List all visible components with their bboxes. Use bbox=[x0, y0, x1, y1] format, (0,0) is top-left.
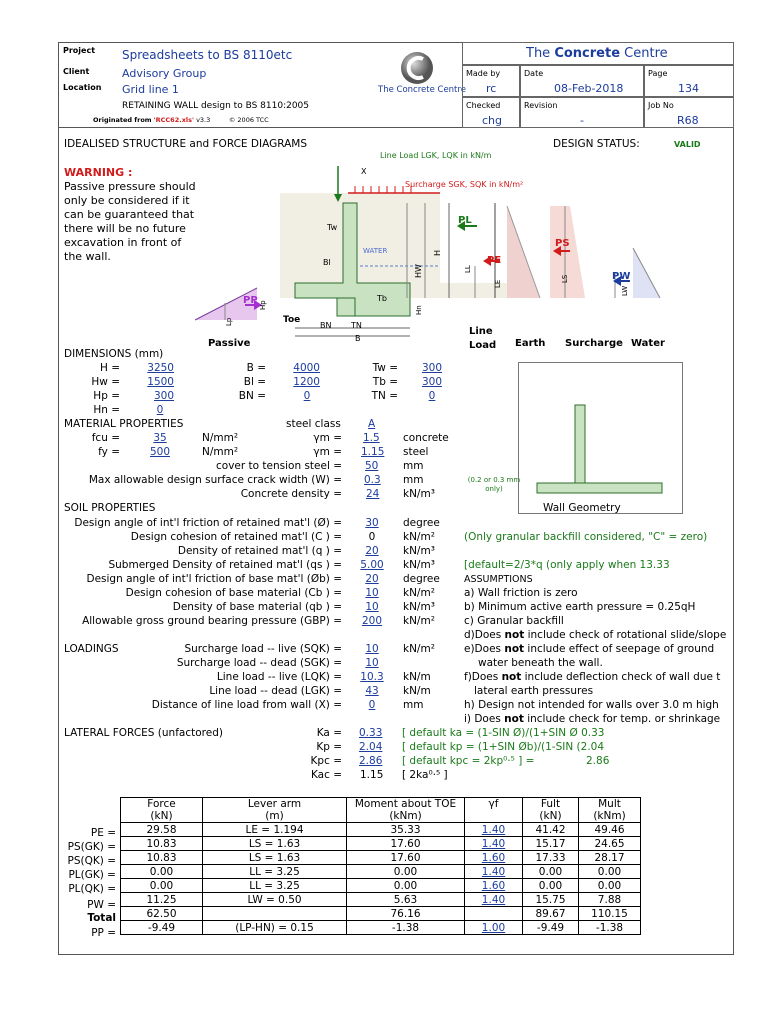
soil-label: Design angle of int'l friction of base mat'l (Øb) = bbox=[86, 573, 342, 585]
gf-input[interactable]: 1.40 bbox=[481, 865, 506, 878]
lw-label: LW bbox=[621, 285, 629, 296]
lever-cell: (LP-HN) = 0.15 bbox=[203, 921, 347, 935]
moment-cell: 17.60 bbox=[347, 837, 465, 851]
made-by-label: Made by bbox=[466, 69, 501, 78]
tn-label: TN = bbox=[371, 390, 398, 402]
table-row bbox=[121, 823, 641, 837]
h-label: H = bbox=[99, 362, 120, 374]
lp-label: Lp bbox=[225, 317, 233, 326]
assumption-e2: water beneath the wall. bbox=[478, 657, 603, 669]
hn-label: Hn = bbox=[93, 404, 120, 416]
density-label: Concrete density = bbox=[240, 488, 342, 500]
gf-input[interactable]: 1.60 bbox=[481, 879, 506, 892]
client-label: Client bbox=[63, 67, 90, 76]
soil-value-input[interactable]: 200 bbox=[361, 615, 383, 627]
tn-label: TN bbox=[351, 321, 362, 330]
design-status: VALID bbox=[674, 140, 701, 149]
kpc-note-value: 2.86 bbox=[586, 755, 610, 767]
moment-cell: 0.00 bbox=[347, 865, 465, 879]
project-name: Spreadsheets to BS 8110etc bbox=[122, 48, 293, 62]
granular-note: (Only granular backfill considered, "C" = zero) bbox=[464, 531, 708, 543]
checked-value: chg bbox=[482, 114, 503, 127]
fy-input[interactable]: 500 bbox=[149, 446, 171, 458]
total-moment: 76.16 bbox=[347, 907, 465, 921]
soil-unit: kN/m² bbox=[403, 587, 435, 599]
col-fult: Fult (kN) bbox=[523, 798, 579, 823]
assumption-c: c) Granular backfill bbox=[464, 615, 564, 627]
gf-input[interactable]: 1.40 bbox=[481, 837, 506, 850]
location-label: Location bbox=[63, 83, 102, 92]
logo bbox=[393, 50, 441, 85]
soil-unit: kN/m³ bbox=[403, 545, 435, 557]
cover-label: cover to tension steel = bbox=[216, 460, 342, 472]
lever-cell: LL = 3.25 bbox=[203, 865, 347, 879]
soil-value-input[interactable]: 20 bbox=[365, 573, 379, 585]
fcu-unit: N/mm² bbox=[202, 432, 239, 444]
row-label: PS(GK) = bbox=[67, 841, 116, 853]
table-row bbox=[121, 893, 641, 907]
b-input[interactable]: 4000 bbox=[293, 362, 320, 374]
logo-caption: The Concrete Centre bbox=[378, 85, 466, 95]
table-total-row bbox=[121, 907, 641, 921]
loading-value-input[interactable]: 0 bbox=[368, 699, 376, 711]
load-caption: Load bbox=[469, 340, 497, 351]
mult-cell: 0.00 bbox=[579, 879, 641, 893]
table-row bbox=[121, 851, 641, 865]
forces-table bbox=[120, 797, 641, 935]
loading-value-input[interactable]: 10 bbox=[365, 643, 379, 655]
gf-input[interactable]: 1.40 bbox=[481, 893, 506, 906]
kp-label: Kp = bbox=[316, 741, 342, 753]
moment-cell: 35.33 bbox=[347, 823, 465, 837]
soil-unit: kN/m² bbox=[403, 615, 435, 627]
mult-cell: -1.38 bbox=[579, 921, 641, 935]
soil-label: Design cohesion of retained mat'l (C ) = bbox=[130, 531, 342, 543]
row-label: PS(QK) = bbox=[67, 855, 116, 867]
lever-cell: LW = 0.50 bbox=[203, 893, 347, 907]
soil-unit: degree bbox=[403, 517, 440, 529]
tb-label: Tb = bbox=[372, 376, 398, 388]
sheet-subtitle: RETAINING WALL design to BS 8110:2005 bbox=[122, 101, 310, 111]
table-row bbox=[121, 837, 641, 851]
soil-unit: kN/m³ bbox=[403, 601, 435, 613]
loading-value-input[interactable]: 10.3 bbox=[360, 671, 384, 683]
col-mult: Mult (kNm) bbox=[579, 798, 641, 823]
ka-input[interactable]: 0.33 bbox=[359, 727, 383, 739]
b-label: B = bbox=[246, 362, 266, 374]
revision-value: - bbox=[580, 114, 584, 127]
job-no-label: Job No bbox=[648, 101, 674, 110]
le-label: LE bbox=[494, 279, 502, 288]
gm-steel-input[interactable]: 1.15 bbox=[361, 446, 385, 458]
col-force: Force (kN) bbox=[121, 798, 203, 823]
moment-cell: 17.60 bbox=[347, 851, 465, 865]
table-row bbox=[121, 879, 641, 893]
originated-line: Originated from 'RCC62.xls' v3.3 © 2006 TCC bbox=[93, 116, 269, 124]
warning-title: WARNING : bbox=[64, 166, 133, 179]
lateral-title: LATERAL FORCES (unfactored) bbox=[64, 727, 223, 739]
crack-label: Max allowable design surface crack width (W) = bbox=[88, 474, 342, 486]
soil-value-input[interactable]: 10 bbox=[365, 601, 379, 613]
density-input[interactable]: 24 bbox=[366, 488, 380, 500]
brand-title: The Concrete Centre bbox=[526, 46, 668, 61]
force-cell: 11.25 bbox=[121, 893, 203, 907]
kac-note: [ 2ka⁰·⁵ ] bbox=[402, 769, 448, 781]
bl-label: Bl = bbox=[243, 376, 266, 388]
soil-label: Design angle of int'l friction of retained mat'l (Ø) = bbox=[74, 517, 342, 529]
line-load-label: Line Load LGK, LQK in kN/m bbox=[380, 151, 492, 160]
hw-label: Hw = bbox=[91, 376, 120, 388]
gm-concrete-desc: concrete bbox=[403, 432, 449, 444]
tb-input[interactable]: 300 bbox=[421, 376, 442, 388]
loading-label: Surcharge load -- live (SQK) = bbox=[184, 643, 342, 655]
total-fult: 89.67 bbox=[523, 907, 579, 921]
h-input[interactable]: 3250 bbox=[147, 362, 174, 374]
section-title: IDEALISED STRUCTURE and FORCE DIAGRAMS bbox=[64, 138, 307, 150]
h-label: H bbox=[433, 249, 442, 256]
toe-label: Toe bbox=[283, 315, 301, 325]
soil-label: Density of retained mat'l (q ) = bbox=[177, 545, 342, 557]
lever-cell: LE = 1.194 bbox=[203, 823, 347, 837]
soil-label: Allowable gross ground bearing pressure (GBP) = bbox=[82, 615, 342, 627]
fult-cell: 41.42 bbox=[523, 823, 579, 837]
table-row-pp bbox=[121, 921, 641, 935]
soil-label: Submerged Density of retained mat'l (qs ) = bbox=[108, 559, 342, 571]
bn-input[interactable]: 0 bbox=[303, 390, 311, 402]
kac-label: Kac = bbox=[310, 769, 342, 781]
fult-cell: -9.49 bbox=[523, 921, 579, 935]
col-gf: γf bbox=[465, 798, 523, 823]
soil-unit: kN/m³ bbox=[403, 559, 435, 571]
soil-unit: degree bbox=[403, 573, 440, 585]
soil-value-input[interactable]: 10 bbox=[365, 587, 379, 599]
gm-steel-label: γm = bbox=[313, 446, 342, 458]
loading-label: Distance of line load from wall (X) = bbox=[151, 699, 342, 711]
client-name: Advisory Group bbox=[122, 67, 207, 80]
force-cell: 10.83 bbox=[121, 837, 203, 851]
row-label: PE = bbox=[90, 827, 116, 839]
lever-cell: LS = 1.63 bbox=[203, 851, 347, 865]
warning-line: the wall. bbox=[64, 250, 111, 263]
bl-input[interactable]: 1200 bbox=[293, 376, 320, 388]
moment-cell: 5.63 bbox=[347, 893, 465, 907]
hp-label: Hp = bbox=[93, 390, 120, 402]
soil-title: SOIL PROPERTIES bbox=[64, 502, 156, 514]
page-label: Page bbox=[648, 69, 668, 78]
force-cell: -9.49 bbox=[121, 921, 203, 935]
hn-label: Hn bbox=[415, 305, 423, 315]
water-label: WATER bbox=[363, 247, 388, 255]
assumption-h: h) Design not intended for walls over 3.0 m high bbox=[464, 699, 719, 711]
col-moment: Moment about TOE (kNm) bbox=[347, 798, 465, 823]
fy-unit: N/mm² bbox=[202, 446, 239, 458]
gf-input[interactable]: 1.60 bbox=[481, 851, 506, 864]
force-cell: 29.58 bbox=[121, 823, 203, 837]
kac-value: 1.15 bbox=[360, 769, 384, 781]
col-lever: Lever arm (m) bbox=[203, 798, 347, 823]
soil-label: Density of base material (qb ) = bbox=[172, 601, 342, 613]
made-by-value: rc bbox=[486, 82, 497, 95]
ps-label: PS bbox=[555, 238, 570, 249]
fult-cell: 0.00 bbox=[523, 865, 579, 879]
loading-unit: kN/m² bbox=[403, 643, 435, 655]
ka-label: Ka = bbox=[316, 727, 342, 739]
kpc-label: Kpc = bbox=[310, 755, 342, 767]
assumption-b: b) Minimum active earth pressure = 0.25qH bbox=[464, 601, 696, 613]
gm-concrete-label: γm = bbox=[313, 432, 342, 444]
soil-value-input[interactable]: 0 bbox=[368, 531, 376, 543]
loadings-title: LOADINGS bbox=[64, 643, 119, 655]
loading-unit: mm bbox=[403, 699, 424, 711]
mult-cell: 0.00 bbox=[579, 865, 641, 879]
pe-label: PE bbox=[487, 255, 502, 266]
b-label: B bbox=[355, 334, 361, 343]
row-label: PP = bbox=[91, 927, 116, 939]
gf-input[interactable]: 1.00 bbox=[481, 921, 506, 934]
crack-input[interactable]: 0.3 bbox=[364, 474, 381, 486]
loading-label: Line load -- dead (LGK) = bbox=[209, 685, 342, 697]
date-value: 08-Feb-2018 bbox=[554, 82, 624, 95]
bn-label: BN bbox=[320, 321, 332, 330]
location-name: Grid line 1 bbox=[122, 83, 179, 96]
tw-label: Tw bbox=[327, 223, 338, 232]
soil-unit: kN/m² bbox=[403, 531, 435, 543]
fult-cell: 15.75 bbox=[523, 893, 579, 907]
gf-input[interactable]: 1.40 bbox=[481, 823, 506, 836]
passive-caption: Passive bbox=[208, 338, 251, 349]
surcharge-label: Surcharge SGK, SQK in kN/m² bbox=[405, 180, 524, 189]
surcharge-caption: Surcharge bbox=[565, 338, 623, 349]
tn-input[interactable]: 0 bbox=[428, 390, 436, 402]
hn-input[interactable]: 0 bbox=[156, 404, 164, 416]
kpc-input[interactable]: 2.86 bbox=[359, 755, 383, 767]
mult-cell: 24.65 bbox=[579, 837, 641, 851]
dimensions-title: DIMENSIONS (mm) bbox=[64, 348, 164, 360]
loading-value-input[interactable]: 10 bbox=[365, 657, 379, 669]
date-label: Date bbox=[524, 69, 544, 78]
force-diagram bbox=[195, 148, 665, 353]
row-label: PL(QK) = bbox=[68, 883, 116, 895]
row-label: PW = bbox=[87, 899, 116, 911]
hp-label: Hp bbox=[259, 300, 267, 310]
total-force: 62.50 bbox=[121, 907, 203, 921]
moment-cell: 0.00 bbox=[347, 879, 465, 893]
project-label: Project bbox=[63, 46, 96, 55]
checked-label: Checked bbox=[466, 101, 501, 110]
fcu-input[interactable]: 35 bbox=[153, 432, 167, 444]
crack-unit: mm bbox=[403, 474, 424, 486]
ll-label: LL bbox=[464, 265, 472, 273]
tw-input[interactable]: 300 bbox=[421, 362, 442, 374]
steel-class-label: steel class bbox=[286, 418, 341, 430]
assumption-d: d)Does not include check of rotational slide/slope bbox=[464, 629, 727, 641]
assumption-f2: lateral earth pressures bbox=[474, 685, 594, 697]
fult-cell: 17.33 bbox=[523, 851, 579, 865]
soil-value-input[interactable]: 20 bbox=[365, 545, 379, 557]
pl-label: PL bbox=[458, 215, 472, 226]
force-cell: 0.00 bbox=[121, 865, 203, 879]
surcharge-arrows bbox=[355, 186, 411, 193]
soil-value-input[interactable]: 30 bbox=[365, 517, 379, 529]
page-value: 134 bbox=[678, 82, 699, 95]
assumption-f: f)Does not include deflection check of wall due t bbox=[464, 671, 721, 683]
job-no-value: R68 bbox=[677, 114, 699, 127]
gm-concrete-input[interactable]: 1.5 bbox=[363, 432, 380, 444]
fult-cell: 0.00 bbox=[523, 879, 579, 893]
pp-label: PP bbox=[243, 295, 258, 306]
mult-cell: 7.88 bbox=[579, 893, 641, 907]
kp-input[interactable]: 2.04 bbox=[359, 741, 383, 753]
hp-input[interactable]: 300 bbox=[153, 390, 174, 402]
kpc-note: [ default kpc = 2kp⁰·⁵ ] = bbox=[402, 755, 535, 767]
total-label: Total bbox=[87, 912, 116, 924]
revision-label: Revision bbox=[524, 101, 558, 110]
warning-line: Passive pressure should bbox=[64, 180, 196, 193]
hw-label: HW bbox=[414, 264, 423, 278]
default-note: [default=2/3*q (only apply when 13.33 bbox=[464, 559, 670, 571]
warning-line: there will be no future bbox=[64, 222, 186, 235]
bl-label: Bl bbox=[323, 258, 331, 267]
warning-line: excavation in front of bbox=[64, 236, 182, 249]
wall-geometry-caption: Wall Geometry bbox=[543, 502, 621, 514]
materials-title: MATERIAL PROPERTIES bbox=[64, 418, 184, 430]
assumptions-title: ASSUMPTIONS bbox=[464, 574, 533, 585]
water-caption: Water bbox=[631, 338, 665, 349]
loading-value-input[interactable]: 43 bbox=[365, 685, 379, 697]
cover-input[interactable]: 50 bbox=[365, 460, 379, 472]
force-cell: 0.00 bbox=[121, 879, 203, 893]
bn-label: BN = bbox=[238, 390, 266, 402]
soil-label: Design cohesion of base material (Cb ) = bbox=[125, 587, 342, 599]
gm-steel-desc: steel bbox=[403, 446, 429, 458]
assumption-a: a) Wall friction is zero bbox=[464, 587, 578, 599]
mult-cell: 49.46 bbox=[579, 823, 641, 837]
lever-cell: LS = 1.63 bbox=[203, 837, 347, 851]
crack-note: (0.2 or 0.3 mm only) bbox=[467, 476, 521, 493]
lever-cell: LL = 3.25 bbox=[203, 879, 347, 893]
ka-note: [ default ka = (1-SIN Ø)/(1+SIN Ø 0.33 bbox=[402, 727, 605, 739]
pw-label: PW bbox=[612, 271, 631, 282]
row-label: PL(GK) = bbox=[68, 869, 116, 881]
total-mult: 110.15 bbox=[579, 907, 641, 921]
kp-note: [ default kp = (1+SIN Øb)/(1-SIN (2.04 bbox=[402, 741, 605, 753]
moment-cell: -1.38 bbox=[347, 921, 465, 935]
concrete-centre-logo-icon bbox=[393, 50, 441, 86]
assumption-i: i) Does not include check for temp. or shrinkage bbox=[464, 713, 721, 725]
table-row bbox=[121, 865, 641, 879]
table-header-row bbox=[121, 798, 641, 823]
earth-caption: Earth bbox=[515, 338, 546, 349]
hw-input[interactable]: 1500 bbox=[147, 376, 174, 388]
force-cell: 10.83 bbox=[121, 851, 203, 865]
mult-cell: 28.17 bbox=[579, 851, 641, 865]
loading-unit: kN/m bbox=[403, 685, 431, 697]
loading-unit: kN/m bbox=[403, 671, 431, 683]
wall-geometry-sketch bbox=[535, 400, 675, 500]
design-status-label: DESIGN STATUS: bbox=[553, 138, 640, 150]
tb-label: Tb bbox=[377, 294, 387, 303]
x-label: X bbox=[361, 167, 367, 176]
fult-cell: 15.17 bbox=[523, 837, 579, 851]
loading-label: Line load -- live (LQK) = bbox=[216, 671, 342, 683]
density-unit: kN/m³ bbox=[403, 488, 435, 500]
loading-label: Surcharge load -- dead (SGK) = bbox=[176, 657, 342, 669]
assumption-e: e)Does not include effect of seepage of ground bbox=[464, 643, 715, 655]
warning-line: can be guaranteed that bbox=[64, 208, 195, 221]
warning-line: only be considered if it bbox=[64, 194, 190, 207]
tw-label: Tw = bbox=[372, 362, 398, 374]
soil-value-input[interactable]: 5.00 bbox=[360, 559, 384, 571]
fy-label: fy = bbox=[98, 446, 120, 458]
steel-class-input[interactable]: A bbox=[368, 418, 376, 430]
line-caption: Line bbox=[469, 326, 493, 337]
cover-unit: mm bbox=[403, 460, 424, 472]
fcu-label: fcu = bbox=[91, 432, 120, 444]
ls-label: LS bbox=[561, 274, 569, 283]
